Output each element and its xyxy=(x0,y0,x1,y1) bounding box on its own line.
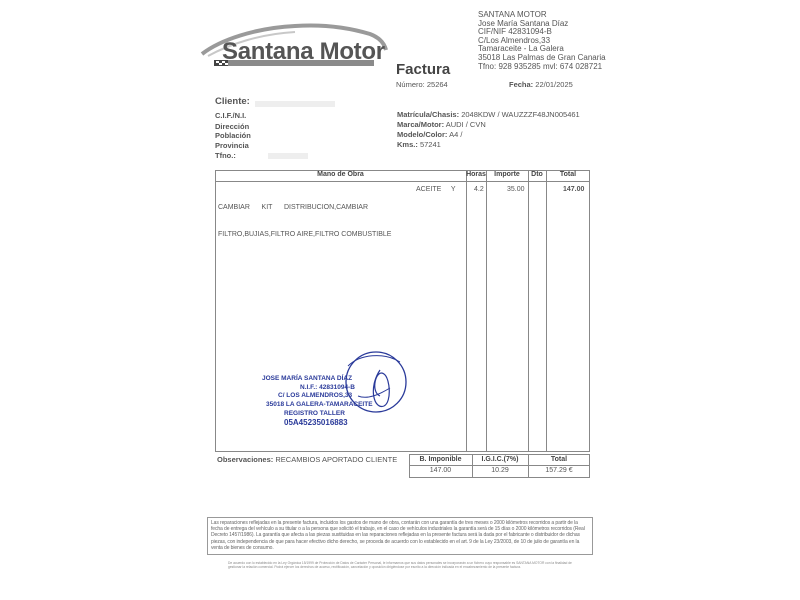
invoice-date xyxy=(509,80,573,89)
company-line: C/Los Almendros,33 xyxy=(478,35,551,45)
col-header-discount: Dto xyxy=(531,171,543,178)
col-header-total: Total xyxy=(559,171,577,178)
warranty-notice: Las reparaciones reflejadas en la presente factura, incluidos los gastos de mano de obra, contarán con una garantía de tres meses o 2000 kilómetros recorridos a partir de la fecha de entrega del vehículo a su titular o a la persona que solicitó el trabajo, en el caso de vehículos industriales la garantía será de 15 días o 2000 kilómetros recorridos (Real Decreto 1457/1986). La garantía que afecta a las piezas sustituidas en las reparaciones reflejadas en la presente factura será la dada por el fabricante o distribuidor de dichas piezas, con independencia de que para hacer efectivo dicho derecho, se proceda de acuerdo con lo establecido en el art. 9 de la Ley 23/2003, de 10 de julio de garantía en la venta de bienes de consumo. xyxy=(207,517,593,555)
col-header-hours: Horas xyxy=(466,171,486,178)
vehicle-kms-value: 57241 xyxy=(419,140,441,149)
base-value: 147.00 xyxy=(429,467,452,474)
stamp-text xyxy=(262,375,373,427)
client-phone-label: Tfno.: xyxy=(215,151,236,160)
total-value: 157.29 € xyxy=(545,467,573,474)
col-header-labor: Mano de Obra xyxy=(317,171,364,178)
company-line: Tfno: 928 935285 mvl: 674 028721 xyxy=(478,61,603,71)
tax-value: 10.29 xyxy=(491,467,509,474)
client-cif-label: C.I.F./N.I. xyxy=(215,111,247,120)
stamp-line: 05A45235016883 xyxy=(284,417,348,427)
vehicle-model-value: A4 / xyxy=(449,130,463,139)
total-label: Total xyxy=(550,456,568,463)
company-line: 35018 Las Palmas de Gran Canaria xyxy=(478,52,606,62)
company-logo xyxy=(200,20,390,72)
vehicle-plate-value: 2048KDW / WAUZZZF48JN005461 xyxy=(461,110,580,119)
line-description xyxy=(218,185,398,248)
vehicle-brand xyxy=(397,120,486,129)
redacted-client-name xyxy=(255,101,335,107)
tax-label: I.G.I.C.(7%) xyxy=(481,456,519,463)
line-hours: 4.2 xyxy=(474,186,484,193)
stamp-line: N.I.F.: 42831094-B xyxy=(300,383,355,391)
vehicle-brand-value: AUDI / CVN xyxy=(445,120,486,129)
invoice-number-label: Número: xyxy=(396,80,425,89)
line-amount: 35.00 xyxy=(507,186,525,193)
invoice-number-value: 25264 xyxy=(426,80,448,89)
observations-value: RECAMBIOS APORTADO CLIENTE xyxy=(275,455,398,464)
vehicle-brand-label: Marca/Motor: xyxy=(397,120,445,129)
data-protection-notice: De acuerdo con lo establecido en la Ley Orgánica 15/1999 de Protección de Datos de Carácter Personal, le informamos que sus datos personales se incorporarán a un fichero cuyo responsable es SANTANA MOTOR con la finalidad de gestionar la relación comercial. Podrá ejercer los derechos de acceso, rectificación, cancelación y oposición dirigiéndose por escrito a la dirección indicada en el encabezamiento de la presente factura. xyxy=(228,561,572,570)
stamp-line: JOSE MARÍA SANTANA DÍAZ xyxy=(262,375,353,382)
vehicle-plate-label: Matrícula/Chasis: xyxy=(397,110,460,119)
company-line: Jose María Santana Díaz xyxy=(478,18,569,28)
client-province-label: Provincia xyxy=(215,141,249,150)
vehicle-kms xyxy=(397,140,441,149)
vehicle-model-label: Modelo/Color: xyxy=(397,130,448,139)
logo-text: Santana Motor xyxy=(222,38,385,65)
redacted-client-phone xyxy=(268,153,308,159)
document-title: Factura xyxy=(396,61,451,78)
company-line: Tamaraceite - La Galera xyxy=(478,44,564,54)
client-label: Cliente: xyxy=(215,96,250,107)
base-label: B. Imponible xyxy=(419,456,462,463)
line-description-1: CAMBIAR KIT DISTRIBUCION,CAMBIAR xyxy=(218,204,369,211)
line-description-extra: ACEITE Y xyxy=(416,186,456,193)
company-info xyxy=(478,11,606,71)
stamp-line: C/ LOS ALMENDROS,33 xyxy=(278,392,353,400)
company-line: CIF/NIF 42831094-B xyxy=(478,27,552,37)
invoice-date-value: 22/01/2025 xyxy=(535,80,573,89)
client-address-label: Dirección xyxy=(215,122,250,131)
company-line: SANTANA MOTOR xyxy=(478,10,547,19)
line-description-2: FILTRO,BUJIAS,FILTRO AIRE,FILTRO COMBUSTIBLE xyxy=(218,231,392,238)
col-header-amount: Importe xyxy=(494,171,520,178)
line-total: 147.00 xyxy=(563,186,585,193)
stamp-line: 35018 LA GALERA-TAMARACEITE xyxy=(266,401,373,409)
observations-label: Observaciones: xyxy=(217,455,274,464)
observations xyxy=(217,455,397,464)
client-city-label: Población xyxy=(215,131,251,140)
stamp-line: REGISTRO TALLER xyxy=(284,409,345,417)
vehicle-model xyxy=(397,130,462,139)
invoice-date-label: Fecha: xyxy=(509,80,534,89)
vehicle-kms-label: Kms.: xyxy=(397,140,418,149)
invoice-number xyxy=(396,80,448,89)
vehicle-plate xyxy=(397,110,580,119)
